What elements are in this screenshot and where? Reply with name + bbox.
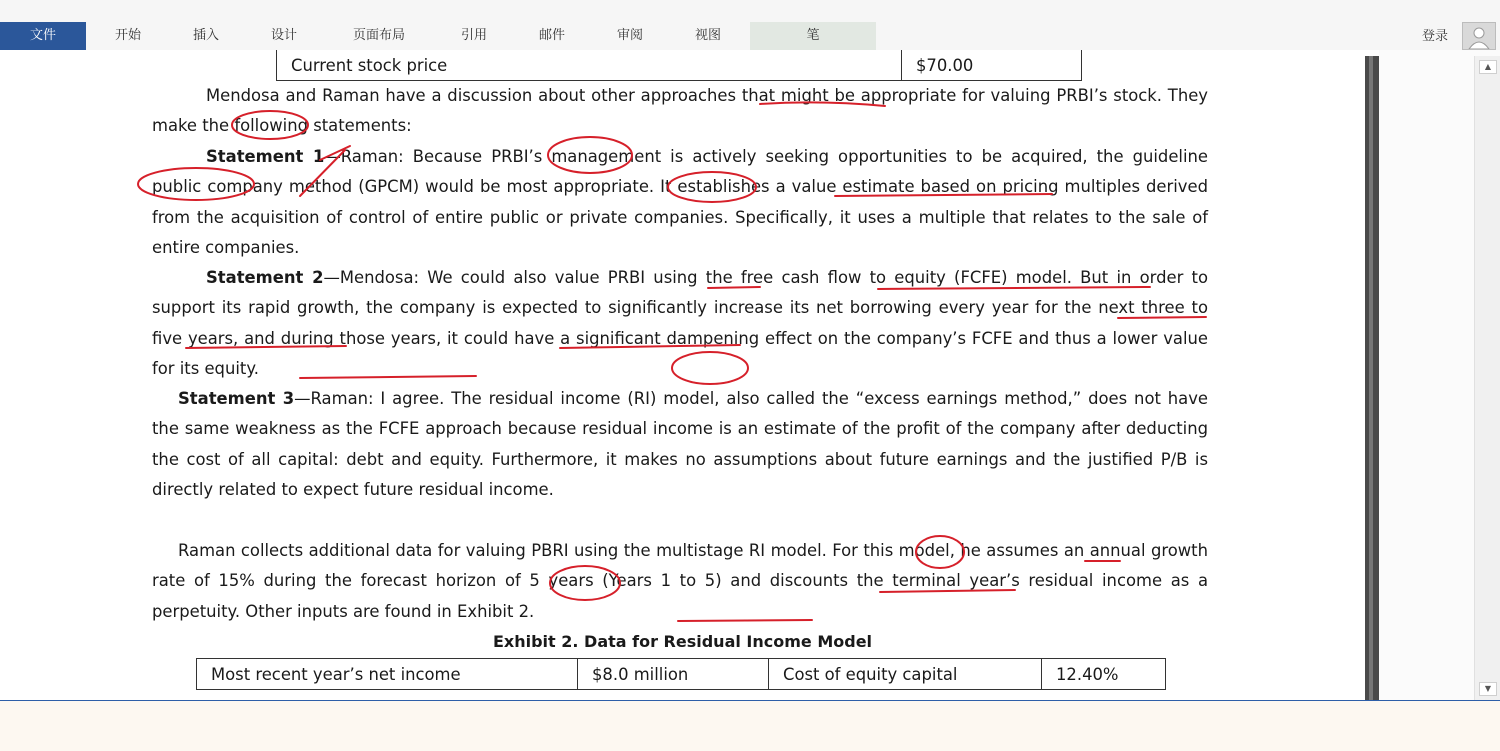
user-icon [1463,23,1495,49]
tab-references[interactable]: 引用 [460,28,487,43]
tab-home[interactable]: 开始 [114,28,141,43]
page-edge [1365,56,1379,700]
cost-of-equity-label: Cost of equity capital [769,659,1042,690]
vertical-scrollbar[interactable] [1474,56,1500,700]
cost-of-equity-value: 12.40% [1042,659,1166,690]
statement-2-text: —Mendosa: We could also value PRBI using the free cash flow to equity (FCFE) model. But in order to support its rapid growth, the company is expected to significantly increase its net borrowing every year for the next three to five years, and during those years, it could have a significant dampening effect on the company’s FCFE and thus a lower value for its equity. [152,268,1208,378]
intro-paragraph [152,81,1208,142]
tab-pen[interactable]: 笔 [750,22,876,50]
intro-line-1: Mendosa and Raman have a discussion about other approaches that might be appropriate for [206,86,985,105]
statement-3-title: Statement 3 [178,389,295,408]
ribbon [0,0,1500,50]
paragraph-ri-data [152,536,1208,627]
scroll-up-icon[interactable]: ▲ [1479,60,1497,74]
statement-1 [152,142,1208,263]
statement-2 [152,263,1208,384]
statement-1-text: —Raman: Because PRBI’s management is actively seeking opportunities to be acquired, the guideline public company method (GPCM) would be most appropriate. It establishes a value estimate based on pricing multiples derived from the acquisition of control of entire public or private companies. Specifically, it uses a multiple that relates to the sale of entire companies. [152,147,1208,257]
exhibit-2-title: Exhibit 2. Data for Residual Income Model [492,632,873,651]
exhibit-2-table [196,658,1166,690]
tab-file[interactable]: 文件 [0,22,86,50]
stock-price-value: $70.00 [902,50,1082,81]
stock-price-label: Current stock price [277,50,902,81]
avatar[interactable] [1462,22,1496,50]
tab-view[interactable]: 视图 [694,28,721,43]
status-area [0,700,1500,751]
net-income-value: $8.0 million [578,659,769,690]
paragraph-ri-data-text: Raman collects additional data for valuing PBRI using the multistage RI model. For this model, he assumes an annual growth rate of 15% during the forecast horizon of 5 years (Years 1 to 5) and discounts the terminal year’s residual income as a perpetuity. Other inputs are found in Exhibit 2. [152,541,1208,621]
scroll-down-icon[interactable]: ▼ [1479,682,1497,696]
net-income-label: Most recent year’s net income [197,659,578,690]
statement-2-title: Statement 2 [206,268,324,287]
login-link[interactable]: 登录 [1421,29,1448,44]
tab-insert[interactable]: 插入 [192,28,219,43]
statement-1-title: Statement 1 [206,147,325,166]
tab-design[interactable]: 设计 [270,28,297,43]
intro-line-2: valuing PRBI’s stock. They make the following statements: [152,86,1208,136]
document-page[interactable] [0,50,1365,700]
tab-mailings[interactable]: 邮件 [538,28,565,43]
tab-review[interactable]: 审阅 [616,28,643,43]
statement-3-text: —Raman: I agree. The residual income (RI) model, also called the “excess earnings method,” does not have the same weakness as the FCFE approach because residual income is an estimate of the profit of the company after deducting the cost of all capital: debt and equity. Furthermore, it makes no assumptions about future earnings and the justified P/B is directly related to expect future residual income. [152,389,1208,499]
stock-price-table [276,50,1082,81]
statement-3 [152,384,1208,505]
tab-layout[interactable]: 页面布局 [352,28,405,43]
